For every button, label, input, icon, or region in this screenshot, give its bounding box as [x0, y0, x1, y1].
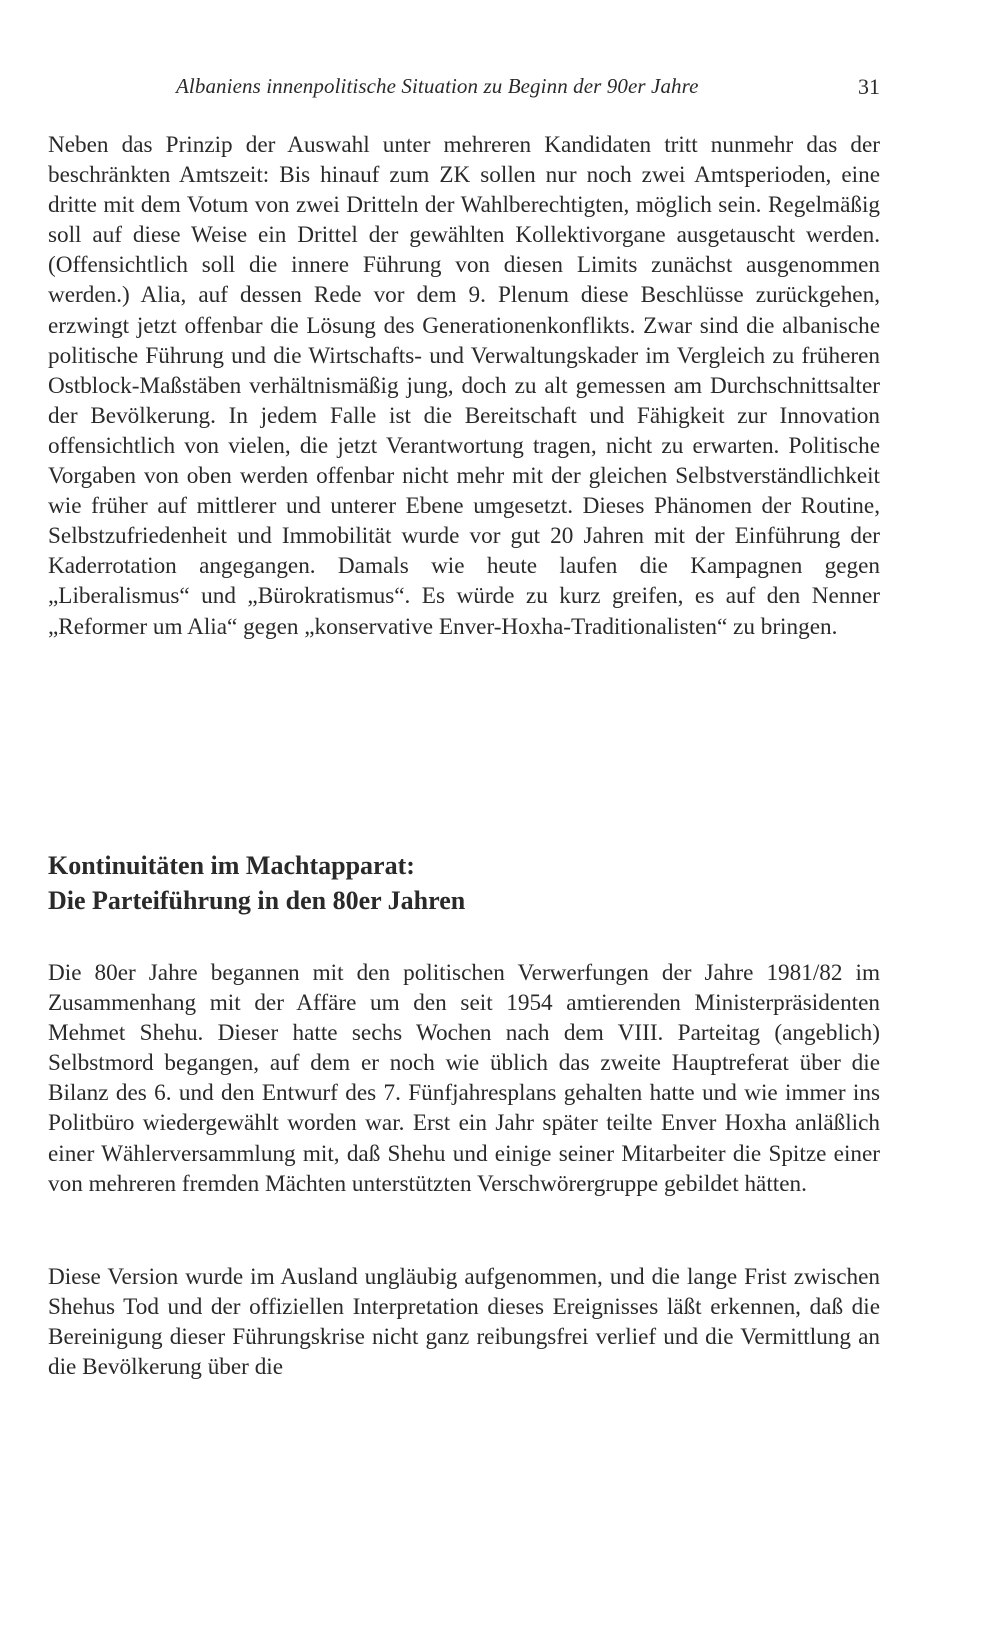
- running-header: [48, 74, 880, 106]
- section-heading-line-1: Kontinuitäten im Machtapparat:: [48, 851, 415, 880]
- paragraph: Neben das Prinzip der Auswahl unter mehreren Kandidaten tritt nunmehr das der beschränkten Amtszeit: Bis hinauf zum ZK sollen nur noch zwei Amtsperioden, eine dritte mit dem Votum von zwei Dritteln der Wahlberechtigten, möglich sein. Regelmäßig soll auf diese Weise ein Drittel der gewählten Kollektivorgane ausgetauscht werden. (Offensichtlich soll die innere Führung von diesen Limits zunächst ausgenommen werden.) Alia, auf dessen Rede vor dem 9. Plenum diese Beschlüsse zurückgehen, erzwingt jetzt offenbar die Lösung des Generationenkonflikts. Zwar sind die albanische politische Führung und die Wirtschafts- und Verwaltungskader im Vergleich zu früheren Ostblock-Maßstäben verhältnismäßig jung, doch zu alt gemessen am Durchschnittsalter der Bevölkerung. In jedem Falle ist die Bereitschaft und Fähigkeit zur Innovation offensichtlich von vielen, die jetzt Verantwortung tragen, nicht zu erwarten. Politische Vorgaben von oben werden offenbar nicht mehr mit der gleichen Selbstverständlichkeit wie früher auf mittlerer und unterer Ebene umgesetzt. Dieses Phänomen der Routine, Selbstzufriedenheit und Immobilität wurde vor gut 20 Jahren mit der Einführung der Kaderrotation angegangen. Damals wie heute laufen die Kampagnen gegen „Liberalismus“ und „Bürokratismus“. Es würde zu kurz greifen, es auf den Nenner „Reformer um Alia“ gegen „konservative Enver-Hoxha-Traditionalisten“ zu bringen.: [48, 132, 880, 640]
- section-heading-line-2: Die Parteiführung in den 80er Jahren: [48, 886, 466, 915]
- paragraph: Die 80er Jahre begannen mit den politischen Verwerfungen der Jahre 1981/82 im Zusammenhang mit der Affäre um den seit 1954 amtierenden Ministerpräsidenten Mehmet Shehu. Dieser hatte sechs Wochen nach dem VIII. Parteitag (angeblich) Selbstmord begangen, auf dem er noch wie üblich das zweite Hauptreferat über die Bilanz des 6. und den Entwurf des 7. Fünfjahresplans gehalten hatte und wie immer ins Politbüro wiedergewählt worden war. Erst ein Jahr später teilte Enver Hoxha anläßlich einer Wählerversammlung mit, daß Shehu und einige seiner Mitarbeiter die Spitze einer von mehreren fremden Mächten unterstützten Verschwörergruppe gebildet hätten.: [48, 960, 880, 1197]
- running-title: Albaniens innenpolitische Situation zu Beginn der 90er Jahre: [176, 74, 699, 98]
- section-heading: [48, 848, 880, 918]
- page-number: 31: [858, 74, 880, 99]
- paragraph: Diese Version wurde im Ausland ungläubig aufgenommen, und die lange Frist zwischen Shehus Tod und der offiziellen Interpretation dieses Ereignisses läßt erkennen, daß die Bereinigung dieser Führungskrise nicht ganz reibungsfrei verlief und die Vermittlung an die Bevölkerung über die: [48, 1264, 880, 1381]
